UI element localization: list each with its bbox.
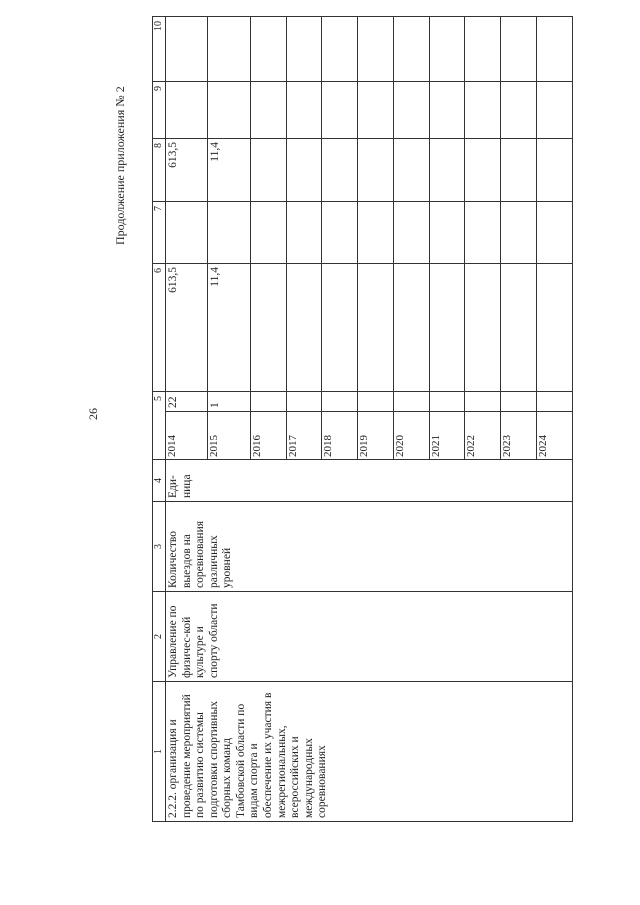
value-c7	[501, 202, 537, 264]
value-c9	[501, 82, 537, 139]
col-num-6: 6	[153, 264, 166, 392]
value-c5	[429, 392, 465, 412]
value-c5	[393, 392, 429, 412]
value-c8: 613,5	[166, 139, 208, 202]
value-c6	[465, 264, 501, 392]
value-c9	[322, 82, 358, 139]
value-c10	[250, 17, 286, 82]
value-c8	[358, 139, 394, 202]
value-c5: 1	[208, 392, 250, 412]
value-c5	[501, 392, 537, 412]
value-c5: 22	[166, 392, 208, 412]
value-c8	[536, 139, 572, 202]
year-cell: 2024	[536, 412, 572, 460]
value-c10	[322, 17, 358, 82]
col-num-1: 1	[153, 682, 166, 822]
value-c6	[501, 264, 537, 392]
year-cell: 2021	[429, 412, 465, 460]
value-c10	[465, 17, 501, 82]
value-c5	[286, 392, 322, 412]
year-cell: 2018	[322, 412, 358, 460]
year-cell: 2017	[286, 412, 322, 460]
value-c9	[208, 82, 250, 139]
value-c9	[465, 82, 501, 139]
value-c6	[286, 264, 322, 392]
year-cell: 2019	[358, 412, 394, 460]
page-number: 26	[86, 408, 100, 420]
value-c6: 613,5	[166, 264, 208, 392]
value-c7	[536, 202, 572, 264]
value-c8	[465, 139, 501, 202]
value-c10	[501, 17, 537, 82]
rotated-table-container	[152, 17, 573, 822]
year-cell: 2014	[166, 412, 208, 460]
value-c10	[286, 17, 322, 82]
value-c8	[250, 139, 286, 202]
value-c8	[286, 139, 322, 202]
value-c9	[429, 82, 465, 139]
value-c9	[166, 82, 208, 139]
value-c6: 11,4	[208, 264, 250, 392]
continuation-title: Продолжение приложения № 2	[113, 86, 127, 245]
value-c8	[429, 139, 465, 202]
year-cell: 2015	[208, 412, 250, 460]
indicator-cell: Количество выездов на соревнования различных уровней	[166, 502, 573, 592]
value-c10	[358, 17, 394, 82]
col-num-2: 2	[153, 592, 166, 682]
value-c7	[465, 202, 501, 264]
value-c7	[208, 202, 250, 264]
col-num-4: 4	[153, 460, 166, 502]
value-c7	[429, 202, 465, 264]
col-num-7: 7	[153, 202, 166, 264]
year-cell: 2023	[501, 412, 537, 460]
program-table	[152, 16, 573, 822]
value-c10	[208, 17, 250, 82]
value-c6	[358, 264, 394, 392]
value-c6	[536, 264, 572, 392]
value-c7	[358, 202, 394, 264]
value-c6	[250, 264, 286, 392]
value-c5	[536, 392, 572, 412]
value-c10	[536, 17, 572, 82]
executor-cell: Управление по физичес-кой культуре и спорту области	[166, 592, 573, 682]
value-c6	[322, 264, 358, 392]
value-c9	[250, 82, 286, 139]
value-c5	[358, 392, 394, 412]
activity-cell: 2.2.2. организация и проведение мероприятий по развитию системы подготовки спортивных сборных команд Тамбовской области по видам спорта и обеспечение их участия в межрегиональных, всероссийских и международных соревнованиях	[166, 682, 573, 822]
col-num-5: 5	[153, 392, 166, 460]
table-row	[166, 17, 208, 822]
col-num-3: 3	[153, 502, 166, 592]
value-c7	[166, 202, 208, 264]
year-cell: 2016	[250, 412, 286, 460]
unit-cell: Еди-ница	[166, 460, 573, 502]
col-num-10: 10	[153, 17, 166, 82]
column-number-row	[153, 17, 166, 822]
value-c7	[393, 202, 429, 264]
value-c8	[393, 139, 429, 202]
value-c10	[166, 17, 208, 82]
value-c5	[250, 392, 286, 412]
value-c9	[358, 82, 394, 139]
value-c5	[465, 392, 501, 412]
value-c9	[286, 82, 322, 139]
year-cell: 2020	[393, 412, 429, 460]
col-num-9: 9	[153, 82, 166, 139]
value-c7	[322, 202, 358, 264]
value-c5	[322, 392, 358, 412]
value-c8: 11,4	[208, 139, 250, 202]
value-c10	[429, 17, 465, 82]
value-c9	[393, 82, 429, 139]
value-c6	[429, 264, 465, 392]
value-c8	[322, 139, 358, 202]
value-c7	[286, 202, 322, 264]
value-c9	[536, 82, 572, 139]
year-cell: 2022	[465, 412, 501, 460]
value-c10	[393, 17, 429, 82]
value-c8	[501, 139, 537, 202]
col-num-8: 8	[153, 139, 166, 202]
value-c6	[393, 264, 429, 392]
value-c7	[250, 202, 286, 264]
